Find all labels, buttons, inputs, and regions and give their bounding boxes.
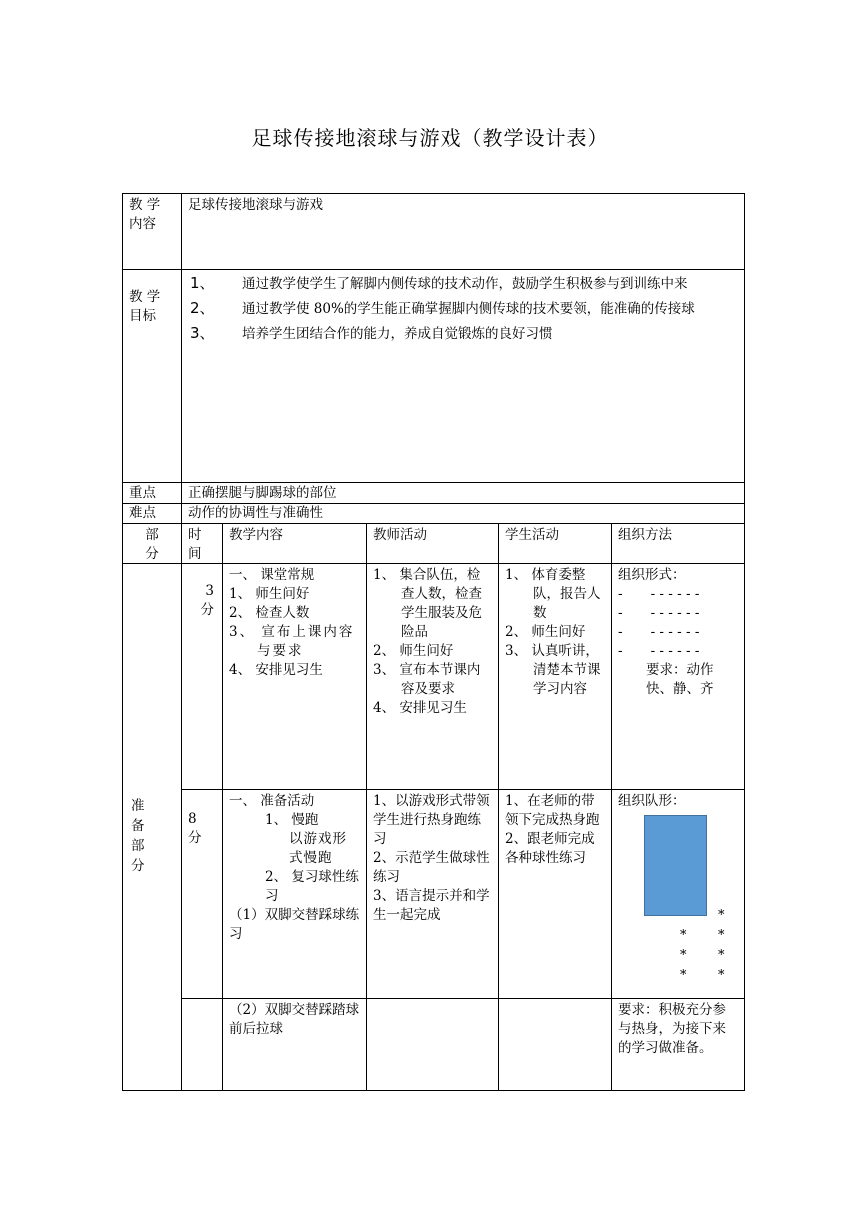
goal-item: 1、 通过教学使学生了解脚内侧传球的技术动作，鼓励学生积极参与到训练中来 [190, 274, 688, 292]
difficulty-label: 难点 [129, 505, 156, 521]
list-item: 4、 安排见习生 [373, 700, 467, 716]
list-item: 1、 集合队伍，检查人数，检查学生服装及危险品 [373, 567, 482, 640]
list-item: 1、 体育委整队，报告人数 [505, 567, 601, 621]
list-item: 3、 宣布上课内容与要求 [229, 624, 355, 659]
list-item: 1、 慢跑 [265, 812, 319, 828]
row1-student [498, 563, 612, 790]
row2-teacher [366, 789, 499, 999]
formation-line: - - - - - - - [618, 624, 700, 640]
row3-student [498, 998, 612, 1091]
goals-label: 教 学 目标 [129, 289, 161, 324]
player-marker: * [718, 908, 725, 923]
content-label: 教 学 内容 [129, 197, 161, 232]
player-marker: * [680, 968, 687, 983]
player-marker: * [718, 968, 725, 983]
header-teacher: 教师活动 [366, 523, 499, 564]
list-item: 2、示范学生做球性练习 [373, 850, 490, 885]
list-item: 1、 师生问好 [229, 586, 310, 602]
org-title: 组织形式： [618, 567, 686, 583]
row3-org [611, 998, 745, 1091]
key-point-value: 正确摆腿与脚踢球的部位 [188, 485, 337, 501]
goal-item: 2、 通过教学使 80%的学生能正确掌握脚内侧传球的技术要领，能准确的传接球 [190, 299, 695, 317]
formation-line: - - - - - - - [618, 586, 700, 602]
row3-teacher [366, 998, 499, 1091]
difficulty-value: 动作的协调性与准确性 [188, 505, 323, 521]
goals-value-cell [181, 269, 745, 483]
header-content: 教学内容 [222, 523, 367, 564]
page-title: 足球传接地滚球与游戏（教学设计表） [251, 126, 609, 150]
row1-time: 3 分 [181, 563, 223, 790]
difficulty-value-cell [181, 503, 745, 524]
content-value-cell [181, 193, 745, 270]
list-item: 3、 认真听讲，清楚本节课学习内容 [505, 643, 601, 697]
list-item: 一、 课堂常规 [229, 567, 315, 583]
player-marker: * [680, 948, 687, 963]
list-item: 3、 宣布本节课内容及要求 [373, 662, 481, 697]
row2-org [611, 789, 745, 999]
key-point-label-cell [122, 482, 182, 504]
org-title: 组织队形： [618, 793, 686, 809]
formation-line: - - - - - - - [618, 605, 700, 621]
row1-org [611, 563, 745, 790]
header-student: 学生活动 [498, 523, 612, 564]
list-item: 2、 复习球性练习 [265, 869, 359, 904]
key-point-label: 重点 [129, 485, 156, 501]
list-item: 2、 检查人数 [229, 605, 310, 621]
list-item: 2、 师生问好 [505, 624, 586, 640]
row2-time: 8 分 [181, 789, 223, 999]
row3-content [222, 998, 367, 1091]
row1-teacher [366, 563, 499, 790]
list-item: 一、 准备活动 [229, 793, 315, 809]
row1-content [222, 563, 367, 790]
field-rectangle-icon [644, 815, 707, 916]
org-requirement: 要求：动作快、静、齐 [646, 662, 714, 697]
key-point-value-cell [181, 482, 745, 504]
section-label-cell [122, 563, 182, 1091]
list-item: （2）双脚交替踩踏球前后拉球 [229, 1002, 360, 1037]
header-org: 组织方法 [611, 523, 745, 564]
list-item: 2、 师生问好 [373, 643, 454, 659]
formation-line: - - - - - - - [618, 643, 700, 659]
list-item: 4、 安排见习生 [229, 662, 323, 678]
content-value: 足球传接地滚球与游戏 [188, 197, 323, 213]
list-item: 3、语言提示并和学生一起完成 [373, 888, 490, 923]
goal-item: 3、 培养学生团结合作的能力，养成自觉锻炼的良好习惯 [190, 324, 553, 342]
content-label-cell [122, 193, 182, 270]
header-time: 时 间 [181, 523, 223, 564]
difficulty-label-cell [122, 503, 182, 524]
section-label: 准 备 部 分 [131, 798, 145, 874]
list-item: 以游戏形式慢跑 [289, 831, 347, 866]
list-item: 1、以游戏形式带领学生进行热身跑练习 [373, 793, 490, 847]
header-part: 部 分 [122, 523, 182, 564]
list-item: （1）双脚交替踩球练习 [229, 907, 360, 942]
player-marker: * [680, 928, 687, 943]
org-requirement: 要求：积极充分参与热身，为接下来的学习做准备。 [618, 1002, 726, 1056]
list-item: 1、在老师的带领下完成热身跑 [505, 793, 600, 828]
player-marker: * [718, 948, 725, 963]
row2-content [222, 789, 367, 999]
list-item: 2、跟老师完成各种球性练习 [505, 831, 595, 866]
player-marker: * [718, 928, 725, 943]
goals-label-cell [122, 269, 182, 483]
row2-student [498, 789, 612, 999]
row3-time [181, 998, 223, 1091]
